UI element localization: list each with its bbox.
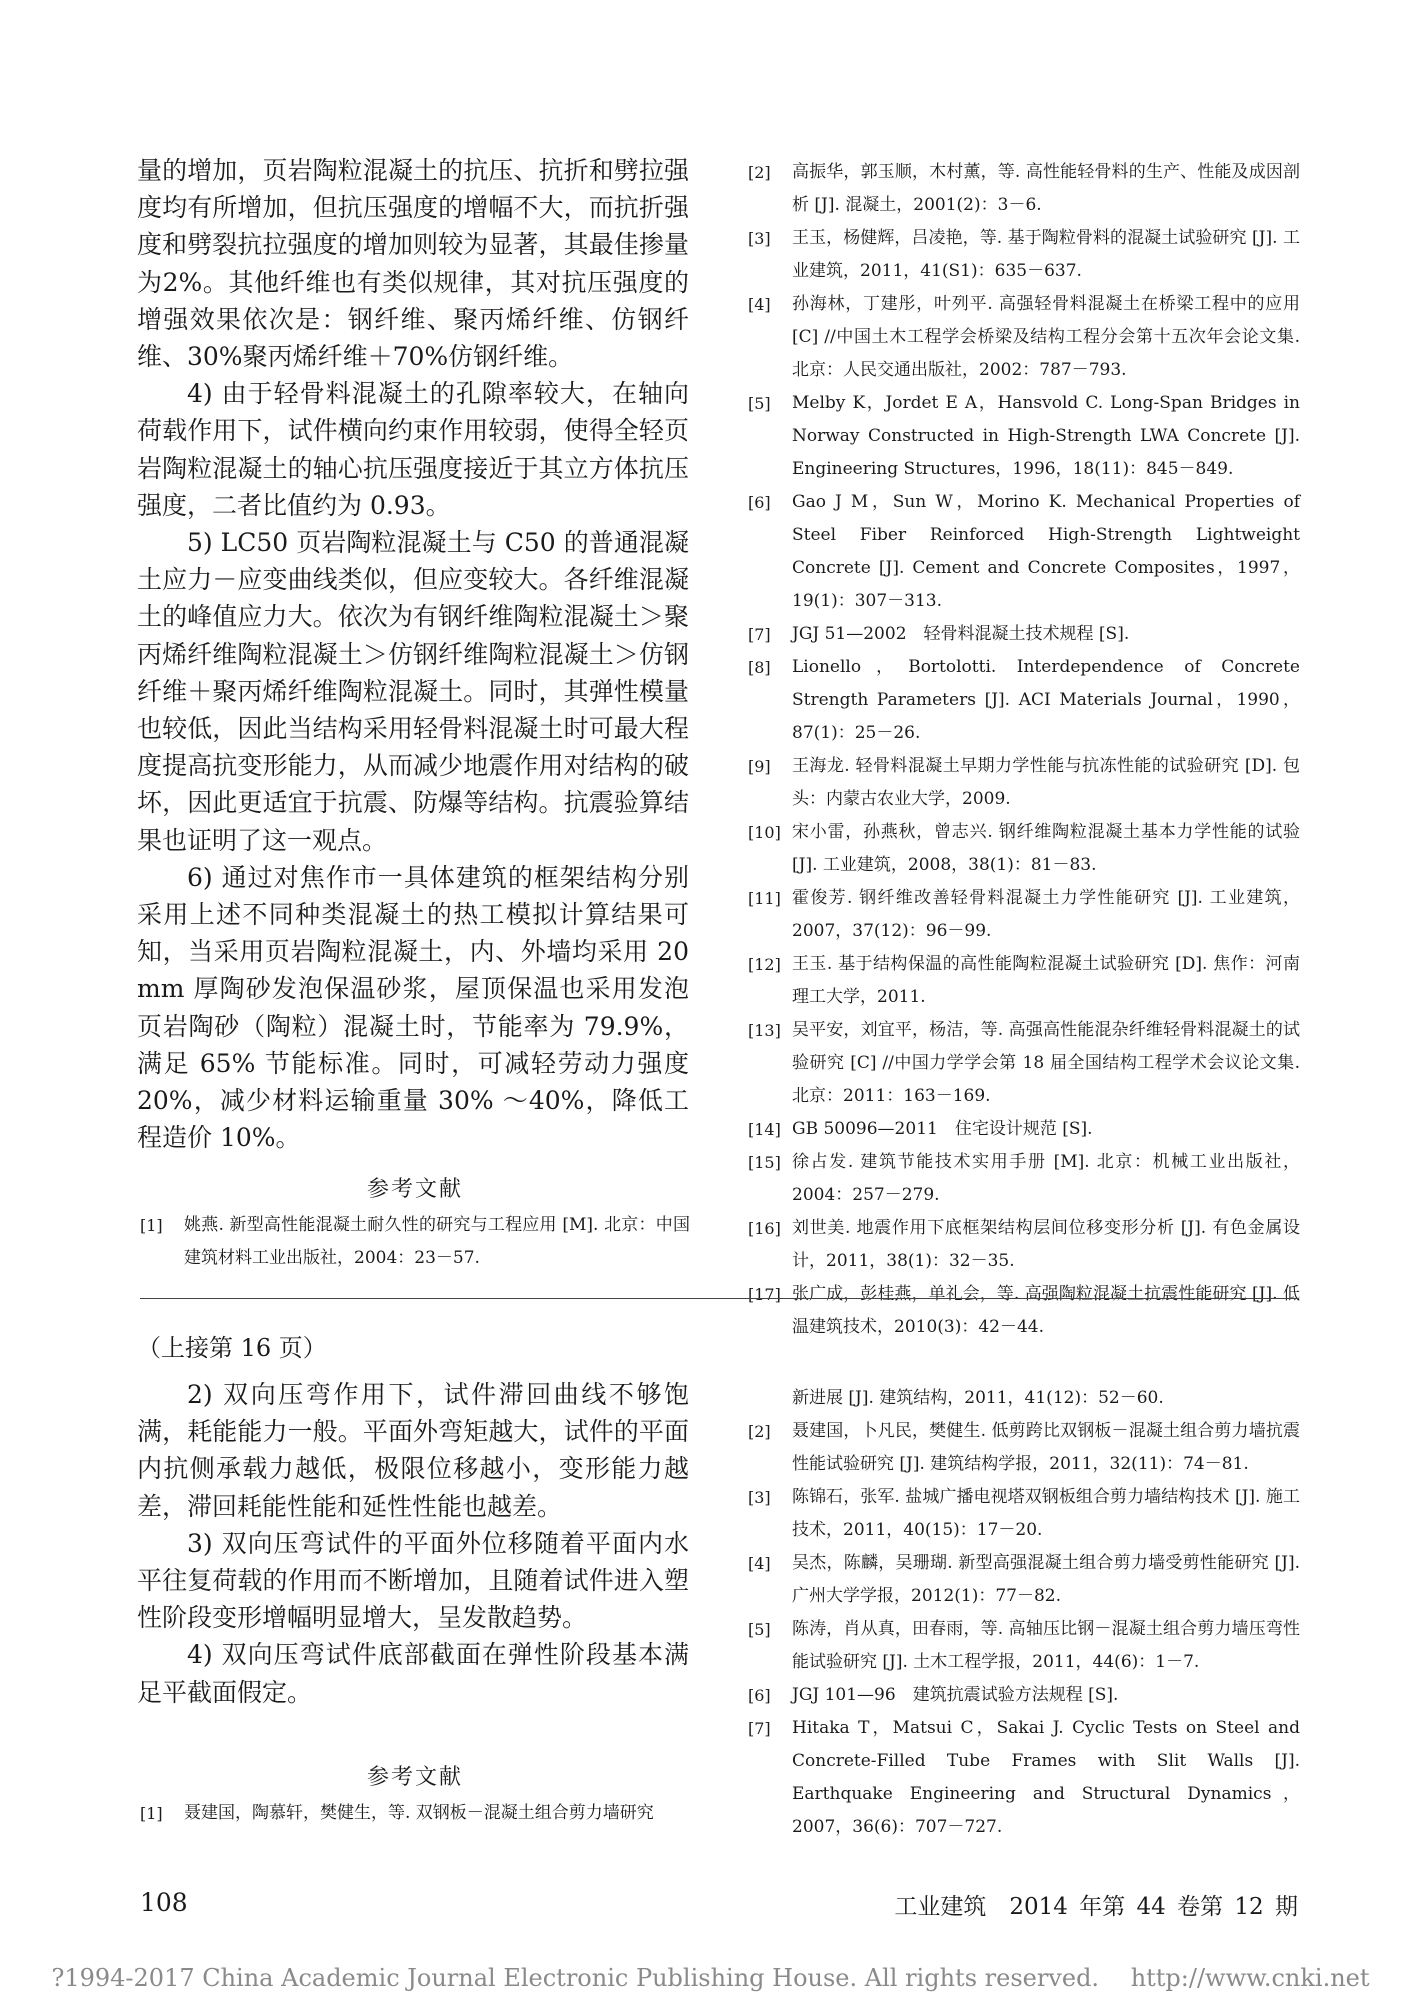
page-number: 108 xyxy=(140,1888,188,1917)
reference-item xyxy=(748,948,1300,1014)
reference-item xyxy=(748,1613,1300,1679)
reference-number: [8] xyxy=(748,658,771,677)
reference-number: [4] xyxy=(748,295,771,314)
reference-number: [6] xyxy=(748,1686,771,1705)
top-right-references xyxy=(748,156,1300,1344)
top-left-references xyxy=(140,1172,690,1275)
reference-item xyxy=(748,1113,1300,1146)
reference-text: Lionello，Bortolotti. Interdependence of Concrete Strength Parameters [J]. ACI Materials Journal，1990，87(1)：25－26. xyxy=(792,657,1300,743)
journal-issue: 工业建筑 2014 年第 44 卷第 12 期 xyxy=(894,1894,1298,1920)
body-paragraph: 2) 双向压弯作用下，试件滞回曲线不够饱满，耗能能力一般。平面外弯矩越大，试件的平面内抗侧承载力越低，极限位移越小，变形能力越差，滞回耗能性能和延性性能也越差。 xyxy=(137,1380,689,1521)
reference-number: [4] xyxy=(748,1554,771,1573)
reference-text: 张广成，彭桂燕，单礼会，等. 高强陶粒混凝土抗震性能研究 [J]. 低温建筑技术，2010(3)：42－44. xyxy=(792,1284,1300,1337)
bottom-left-column xyxy=(137,1376,689,1711)
reference-number: [3] xyxy=(748,1488,771,1507)
reference-item xyxy=(748,1481,1300,1547)
reference-number: [14] xyxy=(748,1120,781,1139)
top-left-column xyxy=(137,152,689,1156)
reference-number: [5] xyxy=(748,1620,771,1639)
reference-text: 聂建国，陶慕轩，樊健生，等. 双钢板－混凝土组合剪力墙研究 xyxy=(184,1803,654,1823)
reference-item xyxy=(748,486,1300,618)
reference-text: Hitaka T，Matsui C，Sakai J. Cyclic Tests on Steel and Concrete-Filled Tube Frames with Slit Walls [J]. Earthquake Engineering and Structural Dynamics，2007，36(6)：707－727. xyxy=(792,1718,1300,1837)
reference-number: [6] xyxy=(748,493,771,512)
body-paragraph: 量的增加，页岩陶粒混凝土的抗压、抗折和劈拉强度均有所增加，但抗压强度的增幅不大，而抗折强度和劈裂抗拉强度的增加则较为显著，其最佳掺量为2%。其他纤维也有类似规律，其对抗压强度的增强效果依次是：钢纤维、聚丙烯纤维、仿钢纤维、30%聚丙烯纤维＋70%仿钢纤维。 xyxy=(137,156,689,372)
reference-item xyxy=(748,618,1300,651)
reference-item xyxy=(748,1014,1300,1113)
reference-item xyxy=(748,1146,1300,1212)
reference-number: [7] xyxy=(748,625,771,644)
reference-number: [9] xyxy=(748,757,771,776)
references-heading: 参考文献 xyxy=(366,1765,463,1790)
section-divider xyxy=(140,1298,1298,1299)
reference-text: 孙海林，丁建彤，叶列平. 高强轻骨料混凝土在桥梁工程中的应用 [C] //中国土木工程学会桥梁及结构工程分会第十五次年会论文集. 北京：人民交通出版社，2002：787－793. xyxy=(792,294,1300,380)
bottom-left-references xyxy=(140,1760,690,1830)
reference-text: 王海龙. 轻骨料混凝土早期力学性能与抗冻性能的试验研究 [D]. 包头：内蒙古农业大学，2009. xyxy=(792,756,1300,809)
reference-text: 聂建国，卜凡民，樊健生. 低剪跨比双钢板－混凝土组合剪力墙抗震性能试验研究 [J]. 建筑结构学报，2011，32(11)：74－81. xyxy=(792,1421,1300,1474)
reference-text: GB 50096—2011 住宅设计规范 [S]. xyxy=(792,1119,1093,1139)
reference-number: [7] xyxy=(748,1719,771,1738)
reference-number xyxy=(748,1382,792,1415)
reference-item xyxy=(748,1679,1300,1712)
reference-number: [16] xyxy=(748,1219,781,1238)
reference-number: [17] xyxy=(748,1285,781,1304)
body-paragraph: 4) 双向压弯试件底部截面在弹性阶段基本满足平截面假定。 xyxy=(137,1640,689,1707)
reference-item xyxy=(140,1209,690,1275)
reference-item xyxy=(748,1415,1300,1481)
reference-text: 吴杰，陈麟，吴珊瑚. 新型高强混凝土组合剪力墙受剪性能研究 [J]. 广州大学学报，2012(1)：77－82. xyxy=(792,1553,1300,1606)
reference-number: [13] xyxy=(748,1021,781,1040)
reference-item xyxy=(748,816,1300,882)
reference-item xyxy=(748,387,1300,486)
reference-text: Gao J M，Sun W，Morino K. Mechanical Properties of Steel Fiber Reinforced High-Strength Lightweight Concrete [J]. Cement and Concrete Composites，1997，19(1)：307－313. xyxy=(792,492,1300,611)
body-paragraph: 3) 双向压弯试件的平面外位移随着平面内水平往复荷载的作用而不断增加，且随着试件进入塑性阶段变形增幅明显增大，呈发散趋势。 xyxy=(137,1528,689,1633)
reference-item xyxy=(748,750,1300,816)
reference-text: 高振华，郭玉顺，木村薰，等. 高性能轻骨料的生产、性能及成因剖析 [J]. 混凝土，2001(2)：3－6. xyxy=(792,162,1300,215)
reference-text: 宋小雷，孙燕秋，曾志兴. 钢纤维陶粒混凝土基本力学性能的试验 [J]. 工业建筑，2008，38(1)：81－83. xyxy=(792,822,1300,875)
reference-text: JGJ 101—96 建筑抗震试验方法规程 [S]. xyxy=(792,1685,1119,1705)
reference-text: 刘世美. 地震作用下底框架结构层间位移变形分析 [J]. 有色金属设计，2011，38(1)：32－35. xyxy=(792,1218,1300,1271)
reference-item xyxy=(748,1212,1300,1278)
body-paragraph: 5) LC50 页岩陶粒混凝土与 C50 的普通混凝土应力－应变曲线类似，但应变较大。各纤维混凝土的峰值应力大。依次为有钢纤维陶粒混凝土＞聚丙烯纤维陶粒混凝土＞仿钢纤维陶粒混凝土＞仿钢纤维＋聚丙烯纤维陶粒混凝土。同时，其弹性模量也较低，因此当结构采用轻骨料混凝土时可最大程度提高抗变形能力，从而减少地震作用对结构的破坏，因此更适宜于抗震、防爆等结构。抗震验算结果也证明了这一观点。 xyxy=(137,528,689,855)
reference-number: [1] xyxy=(140,1216,163,1235)
reference-text: JGJ 51—2002 轻骨料混凝土技术规程 [S]. xyxy=(792,624,1130,644)
reference-item xyxy=(748,882,1300,948)
reference-text: 姚燕. 新型高性能混凝土耐久性的研究与工程应用 [M]. 北京：中国建筑材料工业出版社，2004：23－57. xyxy=(184,1215,690,1268)
reference-number: [12] xyxy=(748,955,781,974)
reference-text: 陈涛，肖从真，田春雨，等. 高轴压比钢－混凝土组合剪力墙压弯性能试验研究 [J]. 土木工程学报，2011，44(6)：1－7. xyxy=(792,1619,1300,1672)
reference-item xyxy=(748,1382,1300,1415)
reference-item xyxy=(748,1278,1300,1344)
reference-text: 徐占发. 建筑节能技术实用手册 [M]. 北京：机械工业出版社，2004：257－279. xyxy=(792,1152,1300,1205)
reference-text: 陈锦石，张军. 盐城广播电视塔双钢板组合剪力墙结构技术 [J]. 施工技术，2011，40(15)：17－20. xyxy=(792,1487,1300,1540)
reference-text: 霍俊芳. 钢纤维改善轻骨料混凝土力学性能研究 [J]. 工业建筑，2007，37(12)：96－99. xyxy=(792,888,1300,941)
reference-text: 吴平安，刘宜平，杨洁，等. 高强高性能混杂纤维轻骨料混凝土的试验研究 [C] //中国力学学会第 18 届全国结构工程学术会议论文集. 北京：2011：163－169. xyxy=(792,1020,1300,1106)
reference-text: Melby K，Jordet E A，Hansvold C. Long-Span Bridges in Norway Constructed in High-Strength LWA Concrete [J]. Engineering Structures，1996，18(11)：845－849. xyxy=(792,393,1300,479)
body-paragraph: 6) 通过对焦作市一具体建筑的框架结构分别采用上述不同种类混凝土的热工模拟计算结果可知，当采用页岩陶粒混凝土，内、外墙均采用 20 mm 厚陶砂发泡保温砂浆，屋顶保温也采用发泡页岩陶砂（陶粒）混凝土时，节能率为 79.9%，满足 65% 节能标准。同时，可减轻劳动力强度 20%，减少材料运输重量 30% ～40%，降低工程造价 10%。 xyxy=(137,862,689,1153)
references-heading: 参考文献 xyxy=(366,1177,463,1202)
reference-number: [5] xyxy=(748,394,771,413)
reference-number: [10] xyxy=(748,823,781,842)
body-paragraph: 4) 由于轻骨料混凝土的孔隙率较大，在轴向荷载作用下，试件横向约束作用较弱，使得全轻页岩陶粒混凝土的轴心抗压强度接近于其立方体抗压强度，二者比值约为 0.93。 xyxy=(137,379,689,520)
reference-item xyxy=(748,222,1300,288)
reference-item xyxy=(748,156,1300,222)
bottom-right-references xyxy=(748,1382,1300,1844)
reference-number: [3] xyxy=(748,229,771,248)
reference-text: 王玉，杨健辉，吕凌艳，等. 基于陶粒骨料的混凝土试验研究 [J]. 工业建筑，2011，41(S1)：635－637. xyxy=(792,228,1300,281)
reference-number: [1] xyxy=(140,1804,163,1823)
reference-number: [2] xyxy=(748,163,771,182)
copyright-watermark: ?1994-2017 China Academic Journal Electronic Publishing House. All rights reserved. http://www.cnki.net xyxy=(51,1964,1370,1992)
reference-item xyxy=(748,288,1300,387)
reference-item xyxy=(748,651,1300,750)
reference-item xyxy=(748,1712,1300,1844)
reference-item xyxy=(748,1547,1300,1613)
reference-item xyxy=(140,1797,690,1830)
reference-number: [15] xyxy=(748,1153,781,1172)
continued-from-label: （上接第 16 页） xyxy=(137,1334,327,1362)
reference-text: 王玉. 基于结构保温的高性能陶粒混凝土试验研究 [D]. 焦作：河南理工大学，2011. xyxy=(792,954,1300,1007)
reference-text: 新进展 [J]. 建筑结构，2011，41(12)：52－60. xyxy=(792,1388,1164,1408)
reference-number: [2] xyxy=(748,1422,771,1441)
reference-number: [11] xyxy=(748,889,781,908)
